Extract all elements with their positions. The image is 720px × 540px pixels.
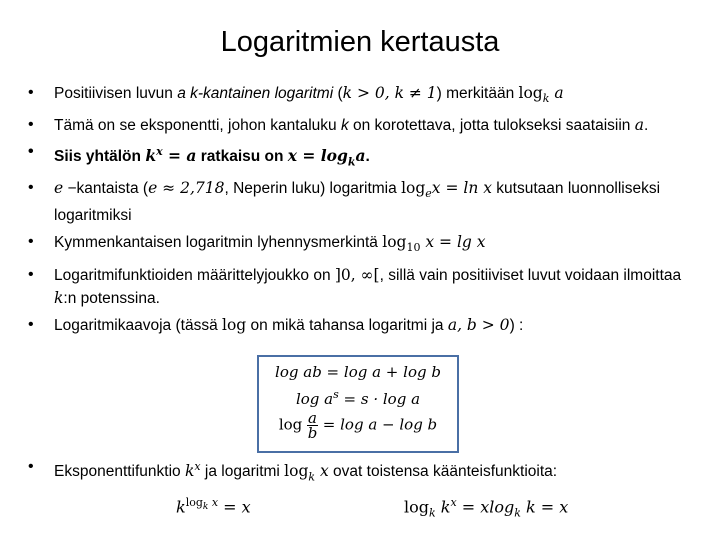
bullet-exponent: • Tämä on se eksponentti, johon kantaluku k on korotettava, jotta tulokseksi saataisiin a. [26,114,706,137]
formula-power: $\log a^s = s \cdot \log a$ [295,388,421,408]
bullet-formulas: • Logaritmikaavoja (tässä log on mikä tahansa logaritmi ja a, b > 0) : [26,314,706,337]
inverse-identity-1: $k^{log_k x} = x$ [176,496,251,517]
formula-box [257,355,459,453]
bullet-list-2 [26,456,706,492]
bullet-solution: • Siis yhtälön $k^x = a$ ratkaisu on $x = \log_ka$. [26,141,706,173]
bullet-definition: • Positiivisen luvun a k-kantainen logaritmi (k > 0, k ≠ 1) merkitään $\log_k a$ [26,82,706,110]
bullet-inverse: • Eksponenttifunktio $k^x$ ja logaritmi $\log_k x$ ovat toistensa käänteisfunktioita: [26,456,706,488]
bullet-natural-log: • e −kantaista (e ≈ 2,718, Neperin luku) logaritmia $\log_ex = \ln x$ kutsutaan luonnolliseksi logaritmiksi [26,177,706,227]
slide-title: Logaritmien kertausta [220,26,500,58]
fraction: $\frac{a}{b}$ [307,409,318,442]
bullet-list [26,82,706,341]
formula-product: log ab = log a + log b [275,363,441,381]
inverse-identity-2: $\log_k k^x = xlog_k$ k = x [404,496,569,520]
bullet-domain: • Logaritmifunktioiden määrittelyjoukko on ]0, ∞[, sillä vain positiiviset luvut voidaan ilmoittaa k:n potenssina. [26,264,706,310]
bullet-common-log: • Kymmenkantaisen logaritmin lyhennysmerkintä $\log_{10} x = \lg x$ [26,231,706,259]
formula-quotient: log $\frac{a}{b}$ = log a − log b [278,409,438,442]
